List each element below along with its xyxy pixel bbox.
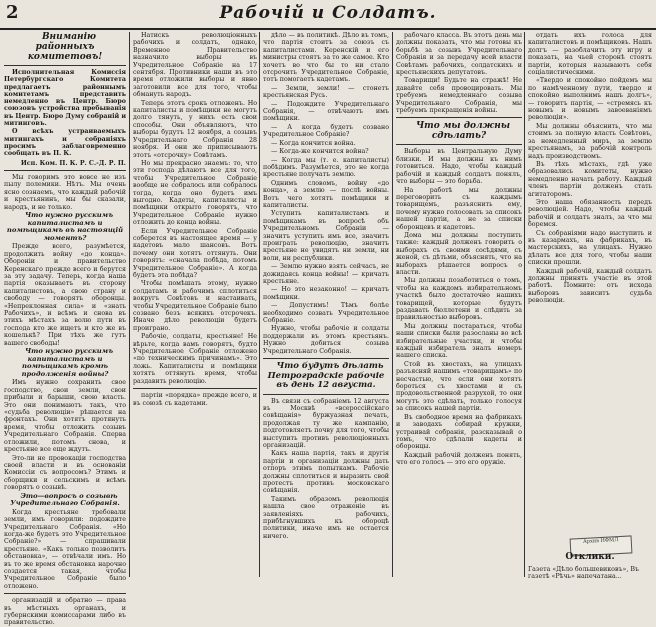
section-question: Что нужно русскимъ капиталистамъ и помѣщикамъ кромѣ продолженія войны? <box>21 347 114 378</box>
divider <box>133 388 257 389</box>
column-5 <box>528 32 652 532</box>
column-3 <box>263 32 389 577</box>
notice-headline: Вниманію районныхъ комитетовъ! <box>27 32 103 62</box>
divider <box>263 394 389 395</box>
column-4 <box>396 32 522 577</box>
article-paragraph: Газета «Дѣло большевиковъ», Въ газетѣ «Рѣчь» напечатана... <box>528 566 639 581</box>
article-paragraph: Мы должны постараться, чтобы наши списки были разосланы во всѣ избирательные участки, и чтобы каждый избиратель зналъ номеръ нашего списка. <box>396 322 522 360</box>
article-paragraph: Но мы прекрасно знаемъ: то, что эти господа дѣлаютъ все для того, чтобы Учредительное Собраніе вообще не собралось или собралось тогда, когда оно будетъ имъ выгодно. Кадеты, капиталисты и помѣщики открыто говорятъ, что Учредительное Собраніе нужно отложить до конца войны. <box>133 159 257 227</box>
article-paragraph: Такимъ образомъ революція нашла свое отраженіе въ заявленіяхъ рабочихъ, прибѣгнувшихъ къ обороцѣ политики, иначе имъ не остается ничего. <box>263 495 389 540</box>
section-question: Это—вопросъ о созывѣ Учредительнаго Собранія. <box>10 491 120 508</box>
article-paragraph: Мы должны объяснить, что мы стоимъ за полную власть Совѣтовъ, за немедленный миръ, за землю крестьянамъ, за рабочій контроль надъ производствомъ. <box>528 122 652 160</box>
article-paragraph: Выборы въ Центральную Думу близки. И мы должны къ нимъ готовиться. Надо, чтобы каждый рабочій и каждый солдатъ понялъ, что выборы — это борьба. <box>396 148 522 186</box>
article-paragraph: — Землю нужно взять сейчасъ, не дожидаясь конца войны! — кричатъ крестьяне. <box>263 263 389 285</box>
notice-text: Исполнительная Комиссія Петербургскаго Комитета предлагаетъ районнымъ комитетамъ представить немедленно въ Центр. Бюро союзовъ устройства пребыванія въ Центр. Бюро Думу собраній и митинговъ. <box>4 69 126 128</box>
article-paragraph: партіи «порядка» прежде всего, и въ союзѣ съ кадетами. <box>133 392 257 407</box>
article-paragraph: Въ тѣхъ мѣстахъ, гдѣ уже образовались комитеты, нужно немедленно начать работу. Каждый членъ партіи долженъ стать агитаторомъ. <box>528 160 652 198</box>
article-paragraph: Товарищи! Будьте на стражѣ! Не давайте себя провоцировать. Мы требуемъ немедленнаго созыва Учредительнаго Собранія, мы требуемъ прекращенія войны. <box>396 77 522 115</box>
article-paragraph: дѣло — въ политикѣ. Дѣло въ томъ, что партія стоитъ за союзъ съ капиталистами. Керенскій и его министры стоятъ за то же самое. Кто хочетъ во что бы то ни стало отсрочить Учредительное Собраніе, тотъ помогаетъ кадетамъ. <box>263 32 389 84</box>
article-paragraph: Когда крестьяне требовали земли, имъ говорили: подождите Учредительнаго Собранія. «Но когда-же будетъ это Учредительное Собраніе?» — спрашивали крестьяне. «Какъ только позволитъ обстановка», — отвѣчали имъ. Но въ то же время обстановка нарочно создается такая, чтобы Учредительное Собраніе было отложено. <box>4 508 126 590</box>
article-paragraph: Какъ наша партія, такъ и другія партіи и организаціи должны дать отпоръ этимъ попыткамъ. Рабочіе должны сплотиться и выразить свой протестъ противъ московскаго совѣщанія. <box>263 450 389 495</box>
article-paragraph: — А когда будетъ созвано Учредительное Собраніе? <box>263 123 389 139</box>
archive-stamp: Архив НФМЛ <box>570 535 633 556</box>
article-paragraph: Мы должны позаботиться о томъ, чтобы на каждомъ избирательномъ участкѣ было достаточно нашихъ товарищей, которые будутъ раздавать бюллетени и слѣдить за правильностью выборовъ. <box>396 277 522 322</box>
article-paragraph: Въ свободное время на фабрикахъ и заводахъ собирай кружки, устраивай собранія, разсказывай о томъ, что сдѣлали кадеты и оборонцы. <box>396 413 522 451</box>
column-rule <box>129 32 130 577</box>
divider <box>396 144 522 145</box>
divider <box>4 170 126 171</box>
divider <box>4 593 126 594</box>
notice-signature: Исп. Ком. П. К. Р. С.-Д. Р. П. <box>20 159 126 167</box>
article-paragraph: Въ связи съ собраніемъ 12 августа въ Москвѣ «всероссійскаго совѣщанія» буржуазная печать, продолжая ту же кампанію, подготовляетъ почву для того, чтобы выступить противъ революціонныхъ организацій. <box>263 397 389 449</box>
column-2 <box>133 32 257 577</box>
article-paragraph: Дома мы должны поступить также: каждый долженъ говорить о выборахъ съ своими сосѣдями, съ женой, съ дѣтьми, объяснять, что на выборахъ рѣшается вопросъ о власти. <box>396 231 522 276</box>
article-paragraph: Рабочіе, солдаты, крестьяне! Не вѣрьте, когда вамъ говорятъ, будто Учредительное Собраніе отложено «по техническимъ причинамъ». Это ложь. Капиталисты и помѣщики хотятъ оттянуть время, чтобы раздавить революцію. <box>133 333 257 385</box>
article-paragraph: На работѣ мы должны переговорить съ каждымъ товарищемъ, разъяснить ему, почему нужно голосовать за списокъ нашей партіи, а не за списки оборонцевъ и кадетовъ. <box>396 186 522 231</box>
divider <box>263 358 389 359</box>
article-paragraph: Уступить капиталистамъ и помѣщикамъ въ вопросѣ объ Учредительномъ Собраніи — значитъ уступить имъ все, значитъ проиграть революцію, значитъ крестьяне не увидятъ ни земли, ни воли, ни республики. <box>263 210 389 262</box>
article-paragraph: — Когда мы (т. е. капиталисты) побѣдимъ. Разумѣется, это не когда крестьяне получатъ землю. <box>263 156 389 179</box>
article-paragraph: Если Учредительное Собраніе соберется въ настоящее время — у кадетовъ мало шансовъ. Вотъ почему они хотятъ оттянуть. Они говорятъ: «сначала побѣда, потомъ Учредительное Собраніе». А когда будетъ эта побѣда? <box>133 227 257 279</box>
divider <box>396 117 522 118</box>
article-paragraph: Натискъ революціонныхъ рабочихъ и солдатъ, однако, Временное Правительство назначило выборы въ Учредительное Собраніе на 17 сентября. Противники наши въ это время отложили выборы и явно заготовили все для того, чтобы обмануть народъ. <box>133 32 257 99</box>
masthead <box>0 0 656 30</box>
column-1 <box>4 32 126 627</box>
article-headline: Что будутъ дѣлать Петроградскіе рабочіе въ день 12 августа. <box>267 361 385 391</box>
article-paragraph: рабочаго класса. Въ этотъ день мы должны показать, что мы готовы къ борьбѣ за созывъ Учредительнаго Собранія и за передачу всей власти Совѣтамъ рабочихъ, солдатскихъ и крестьянскихъ депутатовъ. <box>396 32 522 77</box>
article-paragraph: Имъ нужно сохранить свое господство, свои земли, свои прибыли и барыши, свою власть. Это они понимаютъ такъ, что «судьба революціи» рѣшается на фронтахъ. Они хотятъ протянуть время, чтобы отложить созывъ Учредительнаго Собранія. Сперва отложили, потомъ снова, и крестьяне все еще ждутъ. <box>4 379 126 454</box>
article-paragraph: Прежде всего, разумѣется, продолжить войну «до конца». Обороніи и правительство Керенскаго прежде всего и берутся за эту задачу. Теперь, когда наша партія оказываетъ въ сторону капиталистовъ, а свою страну и свободу — говорятъ оборонцы. «Непреклонная сила» и «знать Рабочихъ», и всѣмъ и снова въ этихъ мѣстахъ за волю пути въ господа кто же ищетъ и кто же въ кошелькѣ? При тѣхъ же гутъ вашего свободы! <box>4 243 126 347</box>
article-paragraph: — Подождите Учредительнаго Собранія, — отвѣчаютъ имъ помѣщики. <box>263 100 389 123</box>
column-rule <box>524 32 525 577</box>
article-paragraph: организацій и обратно — права въ мѣстныхъ органахъ, и губернскими комиссарами либо въ правительство. <box>4 597 126 627</box>
article-paragraph: «Твердо и спокойно пойдемъ мы по намѣченному пути, твердо и спокойно выполнимъ нашъ долгъ», — говоритъ партія, — «стремясь къ новымъ и новымъ завоеваніямъ революціи». <box>528 77 652 122</box>
divider <box>4 65 126 66</box>
article-paragraph: отдать ихъ голоса для капиталистовъ и помѣщиковъ. Нашъ долгъ — разоблачить эту игру и показать, на чьей сторонѣ стоятъ партіи, которыя называютъ себя соціалистическими. <box>528 32 652 77</box>
notice-text-2: О всѣхъ устраиваемыхъ митингахъ и собраніяхъ просимъ заблаговременно сообщать въ П. К. <box>4 128 126 158</box>
article-paragraph: Это наша обязанность передъ революціей. Надо, чтобы каждый рабочій и солдатъ зналъ, за что мы боремся. <box>528 198 652 229</box>
article-paragraph: — Когда кончится война. <box>271 139 356 147</box>
page-number: 2 <box>6 2 19 23</box>
article-paragraph: Это-ли не провокаціи господства своей власти и въ основаніи Комиссіи съ вопросомъ? Этимъ и сборщики и сельскимъ и всѣмъ говорятъ о созывѣ. <box>4 454 126 492</box>
article-headline: Что мы должны сдѣлать? <box>415 121 511 142</box>
article-paragraph: Мы говоримъ это вовсе не изъ пылу полемики. Нѣтъ. Мы очень ясно сознаемъ, что каждый рабочій и крестьянинъ, мы бы сказали, народъ, и не только. <box>4 173 126 211</box>
article-paragraph: Каждый рабочій долженъ понять, что его голосъ — это его оружіе. <box>396 451 522 467</box>
article-paragraph: Чтобы помѣшать этому, нужно солдатамъ и рабочимъ сплотиться вокругъ Совѣтовъ и настаивать, чтобы Учредительное Собраніе было созвано безъ всякихъ отсрочекъ. Иначе дѣло революціи будетъ проиграно. <box>133 280 257 332</box>
section-question: Что нужно русскимъ капиталистамъ и помѣщикамъ въ настоящій моментъ? <box>6 211 124 242</box>
article-paragraph: — Допустимъ! Тѣмъ болѣе необходимо созвать Учредительное Собраніе. <box>263 302 389 325</box>
article-paragraph: — Но это незаконно! — кричатъ помѣщики. <box>263 286 389 301</box>
article-paragraph: Каждый рабочій, каждый солдатъ должны принять участіе въ этой работѣ. Помните: отъ исхода выборовъ зависитъ судьба революціи. <box>528 267 652 305</box>
article-paragraph: Стой въ хвостахъ, на улицахъ разъясняй нашимъ «товарищамъ» по несчастью, что если они хотятъ бороться съ хвостами и съ продовольственной разрухой, то они могутъ это сдѣлать, только голосуя за списокъ нашей партіи. <box>396 360 522 413</box>
column-rule <box>259 32 260 577</box>
newspaper-title: Рабочій и Солдатъ. <box>219 3 437 23</box>
article-paragraph: Нужно, чтобы рабочіе и солдаты поддержали въ этомъ крестьянъ. Нужно добиться созыва Учредительнаго Собранія. <box>263 325 389 355</box>
section-headline: Отклики. <box>565 552 615 562</box>
article-paragraph: Съ собраніями надо выступить и въ казармахъ, на фабрикахъ, въ мастерскихъ, на улицахъ. Нужно дѣлать все для того, чтобы наши списки прошли. <box>528 229 652 267</box>
article-paragraph: Теперь этотъ срокъ отложенъ. Но капиталисты и помѣщики не могутъ долго тянуть, у нихъ есть свои способы. Они объявляютъ, что выборы будутъ 12 ноября, а созывъ Учредительнаго Собранія 28 ноября. И они же приписываютъ этотъ «отсрочку» Совѣтамъ. <box>133 99 257 159</box>
article-paragraph: Однимъ словомъ, войну «до конца», а землю — послѣ войны. Вотъ чего хотятъ помѣщики и капиталисты. <box>263 179 389 209</box>
column-rule <box>392 32 393 577</box>
article-paragraph: — Когда-же кончится война? <box>271 148 369 156</box>
article-paragraph: — Земли, земли! — стонетъ крестьянская Русь. <box>263 84 389 100</box>
